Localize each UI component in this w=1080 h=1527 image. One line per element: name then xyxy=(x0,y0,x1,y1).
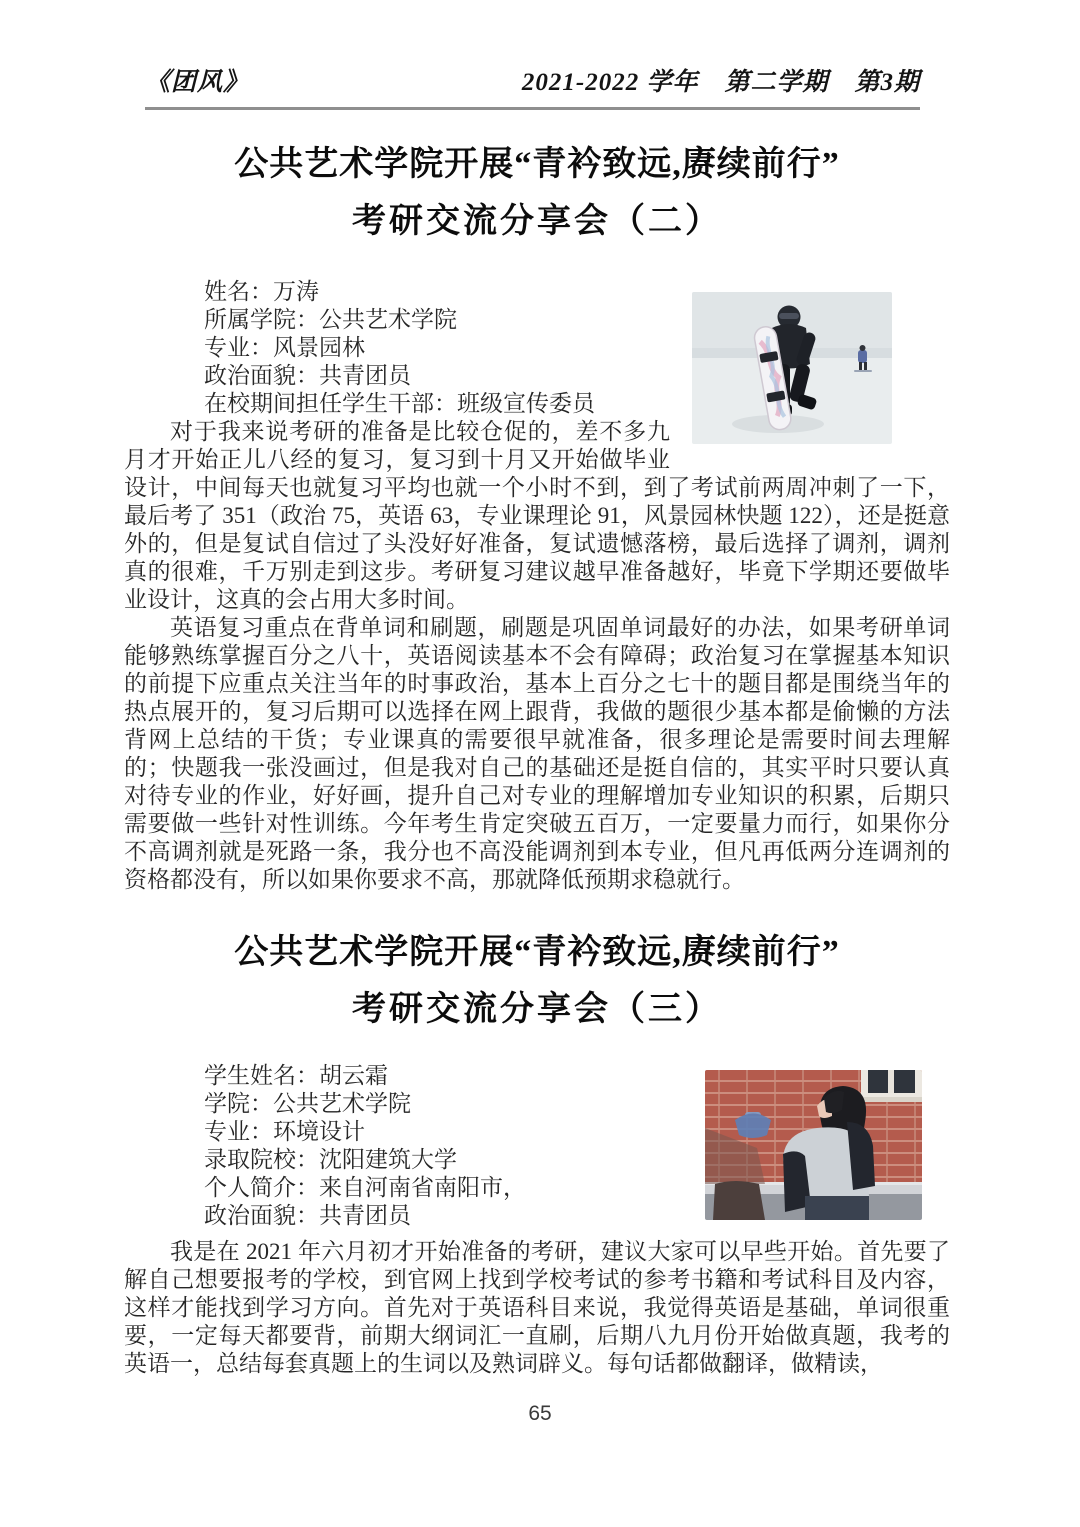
section1-paragraph-2: 英语复习重点在背单词和刷题，刷题是巩固单词最好的办法，如果考研单词能够熟练掌握百分之八十，英语阅读基本不会有障碍；政治复习在掌握基本知识的前提下应重点关注当年的时事政治，基本上百分之七十的题目都是围绕当年的热点展开的，复习后期可以选择在网上跟背，我做的题很少基本都是偷懒的方法背网上总结的干货；专业课真的需要很早就准备，很多理论是需要时间去理解的；快题我一张没画过，但是我对自己的基础还是挺自信的，其实平时只要认真对待专业的作业，好好画，提升自己对专业的理解增加专业知识的积累，后期只需要做一些针对性训练。今年考生肯定突破五百万，一定要量力而行，如果你分不高调剂就是死路一条，我分也不高没能调剂到本专业，但凡再低两分连调剂的资格都没有，所以如果你要求不高，那就降低预期求稳就行。 xyxy=(124,615,950,892)
photo-person-brick-wall xyxy=(705,1070,922,1220)
photo-person-snowboard xyxy=(692,292,892,444)
section2-title xyxy=(124,934,950,1028)
section1-title-line1: 公共艺术学院开展“青衿致远,赓续前行” xyxy=(234,146,840,183)
info-student-cadre: 在校期间担任学生干部：班级宣传委员 xyxy=(204,391,595,416)
section1-body xyxy=(124,278,950,894)
info-college: 所属学院：公共艺术学院 xyxy=(204,307,457,332)
info-political-status: 政治面貌：共青团员 xyxy=(204,363,411,388)
page-header xyxy=(145,0,920,110)
info-student-name: 学生姓名：胡云霜 xyxy=(204,1063,388,1088)
section1-title xyxy=(124,146,950,240)
section2-title-line1: 公共艺术学院开展“青衿致远,赓续前行” xyxy=(234,934,840,971)
info-college: 学院：公共艺术学院 xyxy=(204,1091,411,1116)
page-number: 65 xyxy=(528,1402,552,1425)
info-admitted-university: 录取院校：沈阳建筑大学 xyxy=(204,1147,457,1172)
section2-paragraph-1: 我是在 2021 年六月初才开始准备的考研，建议大家可以早些开始。首先要了解自己想要报考的学校，到官网上找到学校考试的参考书籍和考试科目及内容，这样才能找到学习方向。首先对于英语科目来说，我觉得英语是基础，单词很重要，一定每天都要背，前期大纲词汇一直刷，后期八九月份开始做真题，我考的英语一，总结每套真题上的生词以及熟词辟义。每句话都做翻译，做精读， xyxy=(124,1239,950,1376)
info-name: 姓名：万涛 xyxy=(204,279,319,304)
info-personal-profile: 个人简介：来自河南省南阳市， xyxy=(204,1175,526,1200)
info-major: 专业：风景园林 xyxy=(204,335,365,360)
snow-scene-illustration xyxy=(692,292,892,444)
info-political-status: 政治面貌：共青团员 xyxy=(204,1203,411,1228)
section2-body xyxy=(124,1062,950,1378)
section2-title-line2: 考研交流分享会（三） xyxy=(352,991,722,1028)
section1-title-line2: 考研交流分享会（二） xyxy=(352,203,722,240)
window xyxy=(857,1070,922,1102)
magazine-title: 《团风》 xyxy=(145,69,250,96)
issue-info: 2021-2022 学年 第二学期 第3期 xyxy=(521,69,920,96)
section1-paragraph-1: 对于我来说考研的准备是比较仓促的，差不多九月才开始正儿八经的复习，复习到十月又开始做毕业设计，中间每天也就复习平均也就一个小时不到，到了考试前两周冲刺了一下，最后考了 351（政治 75，英语 63，专业课理论 91，风景园林快题 122），还是挺意外的，但是复试自信过了头没好好准备，复试遗憾落榜，最后选择了调剂，调剂真的很难，千万别走到这步。考研复习建议越早准备越好，毕竟下学期还要做毕业设计，这真的会占用大多时间。 xyxy=(124,419,950,612)
brick-wall-scene-illustration xyxy=(705,1070,922,1220)
info-major: 专业：环境设计 xyxy=(204,1119,365,1144)
